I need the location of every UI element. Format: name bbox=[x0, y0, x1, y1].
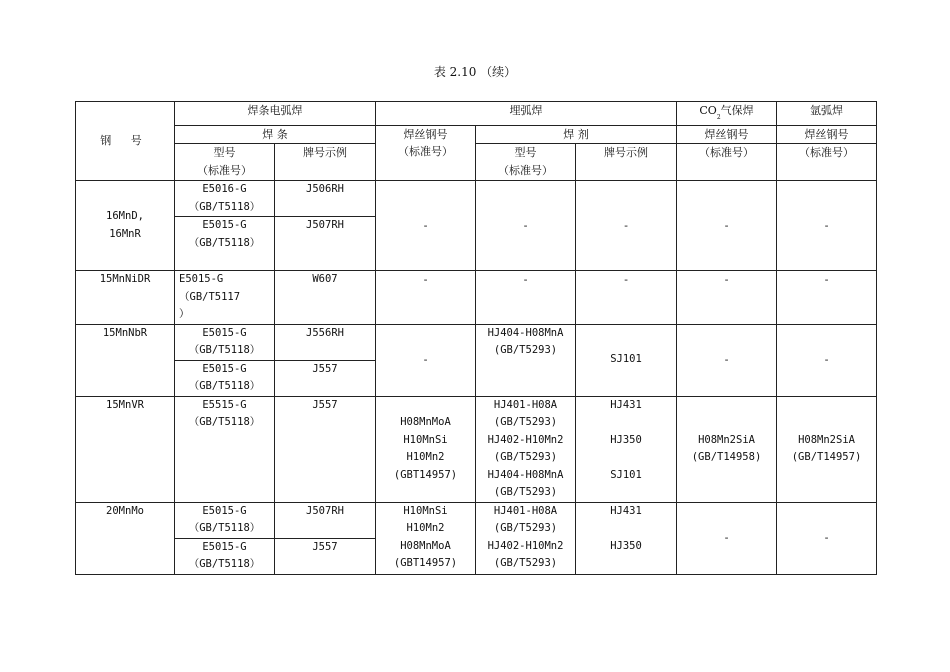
electrode-type-cell: E5515-G （GB/T5118） bbox=[175, 396, 275, 502]
header-co2 bbox=[677, 102, 777, 126]
electrode-type-cell: E5015-G （GB/T5118） bbox=[175, 360, 275, 396]
header-argon-std: （标准号） bbox=[777, 144, 877, 181]
table-row bbox=[76, 181, 877, 217]
flux-type-cell: HJ401-H08A (GB/T5293) HJ402-H10Mn2 (GB/T5293) bbox=[476, 502, 576, 574]
co2-wire-cell: - bbox=[677, 271, 777, 325]
table-row bbox=[76, 396, 877, 502]
argon-wire-cell: H08Mn2SiA (GB/T14957) bbox=[777, 396, 877, 502]
table-caption: 表 2.10 （续） bbox=[433, 65, 517, 79]
steel-grade-label: 钢 号 bbox=[100, 134, 150, 148]
header-argon-wire: 焊丝钢号 bbox=[777, 125, 877, 144]
header-argon: 氩弧焊 bbox=[777, 102, 877, 126]
electrode-brand-cell: W607 bbox=[275, 271, 376, 325]
co2-wire-cell: - bbox=[677, 324, 777, 396]
argon-wire-cell: - bbox=[777, 181, 877, 271]
electrode-brand-cell: J557 bbox=[275, 396, 376, 502]
header-co2-wire: 焊丝钢号 bbox=[677, 125, 777, 144]
header-steel-grade bbox=[76, 102, 175, 181]
argon-wire-cell: - bbox=[777, 271, 877, 325]
co2-wire-cell: - bbox=[677, 502, 777, 574]
flux-brand-cell: HJ431 HJ350 bbox=[576, 502, 677, 574]
header-flux: 焊 剂 bbox=[476, 125, 677, 144]
co2-wire-cell: - bbox=[677, 181, 777, 271]
electrode-brand-cell: J556RH bbox=[275, 324, 376, 360]
welding-materials-table bbox=[75, 101, 877, 575]
header-electrode: 焊 条 bbox=[175, 125, 376, 144]
electrode-brand-cell: J507RH bbox=[275, 217, 376, 271]
saw-wire-cell: H08MnMoA H10MnSi H10Mn2 (GBT14957) bbox=[376, 396, 476, 502]
electrode-brand-cell: J557 bbox=[275, 360, 376, 396]
co2-suffix: 气保焊 bbox=[720, 104, 754, 117]
flux-type-cell: - bbox=[476, 181, 576, 271]
steel-grade-cell: 20MnMo bbox=[76, 502, 175, 574]
electrode-brand-cell: J506RH bbox=[275, 181, 376, 217]
co2-prefix: CO bbox=[699, 104, 717, 117]
table-row bbox=[76, 324, 877, 360]
steel-grade-cell: 15MnNbR bbox=[76, 324, 175, 396]
header-saw: 埋弧焊 bbox=[376, 102, 677, 126]
electrode-brand-cell: J557 bbox=[275, 538, 376, 574]
header-saw-wire: 焊丝钢号 （标准号） bbox=[376, 125, 476, 181]
co2-subscript: 2 bbox=[716, 114, 721, 122]
steel-grade-cell: 15MnVR bbox=[76, 396, 175, 502]
header-flux-type: 型号 （标准号） bbox=[476, 144, 576, 181]
header-smaw: 焊条电弧焊 bbox=[175, 102, 376, 126]
electrode-type-cell: E5015-G （GB/T5118） bbox=[175, 217, 275, 271]
saw-wire-cell: - bbox=[376, 271, 476, 325]
electrode-type-cell: E5015-G （GB/T5117 ） bbox=[175, 271, 275, 325]
steel-grade-cell: 16MnD, 16MnR bbox=[76, 181, 175, 271]
table-row bbox=[76, 271, 877, 325]
electrode-brand-cell: J507RH bbox=[275, 502, 376, 538]
electrode-type-cell: E5015-G （GB/T5118） bbox=[175, 538, 275, 574]
flux-type-cell: HJ404-H08MnA (GB/T5293) bbox=[476, 324, 576, 396]
flux-brand-cell: - bbox=[576, 271, 677, 325]
saw-wire-cell: H10MnSi H10Mn2 H08MnMoA (GBT14957) bbox=[376, 502, 476, 574]
flux-brand-cell: SJ101 bbox=[576, 324, 677, 396]
header-co2-std: （标准号） bbox=[677, 144, 777, 181]
electrode-type-cell: E5015-G （GB/T5118） bbox=[175, 324, 275, 360]
co2-wire-cell: H08Mn2SiA (GB/T14958) bbox=[677, 396, 777, 502]
argon-wire-cell: - bbox=[777, 502, 877, 574]
header-electrode-brand: 牌号示例 bbox=[275, 144, 376, 181]
flux-brand-cell: - bbox=[576, 181, 677, 271]
saw-wire-cell: - bbox=[376, 324, 476, 396]
argon-wire-cell: - bbox=[777, 324, 877, 396]
flux-brand-cell: HJ431 HJ350 SJ101 bbox=[576, 396, 677, 502]
table-row bbox=[76, 502, 877, 538]
electrode-type-cell: E5015-G （GB/T5118） bbox=[175, 502, 275, 538]
saw-wire-cell: - bbox=[376, 181, 476, 271]
flux-type-cell: HJ401-H08A (GB/T5293) HJ402-H10Mn2 (GB/T5293) HJ404-H08MnA (GB/T5293) bbox=[476, 396, 576, 502]
electrode-type-cell: E5016-G （GB/T5118） bbox=[175, 181, 275, 217]
steel-grade-cell: 15MnNiDR bbox=[76, 271, 175, 325]
flux-type-cell: - bbox=[476, 271, 576, 325]
header-electrode-type: 型号 （标准号） bbox=[175, 144, 275, 181]
header-flux-brand: 牌号示例 bbox=[576, 144, 677, 181]
